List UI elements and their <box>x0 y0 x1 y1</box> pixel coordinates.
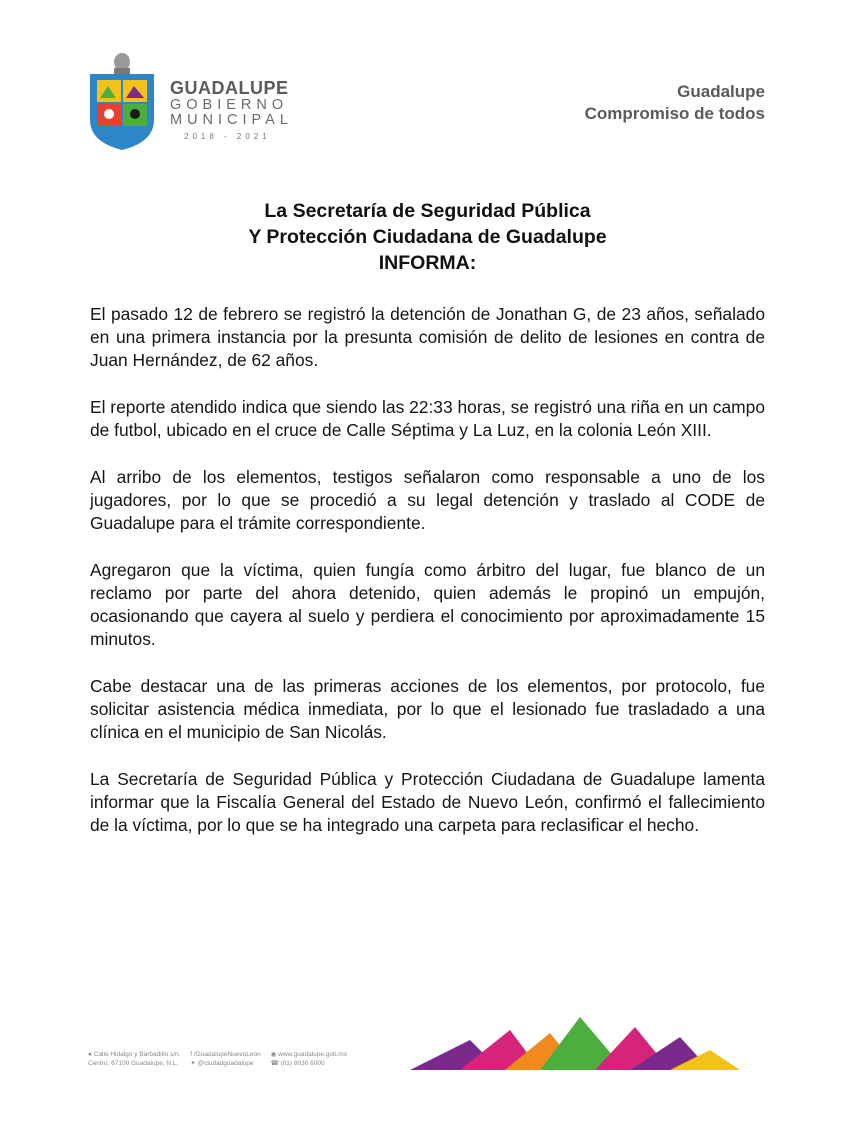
twitter-icon: ✦ <box>190 1060 196 1067</box>
municipal-logo <box>88 50 308 155</box>
brand-name: GUADALUPE <box>170 78 289 98</box>
address-line-1: Calle Hidalgo y Barbadillo s/n, <box>93 1051 181 1058</box>
document-body <box>90 303 765 861</box>
brand-line-municipal: MUNICIPAL <box>170 112 293 128</box>
slogan-line-1: Guadalupe <box>677 82 765 101</box>
slogan-line-2: Compromiso de todos <box>584 104 765 123</box>
footer-contact <box>88 1050 355 1068</box>
phone-icon: ☎ <box>270 1060 279 1067</box>
address-line-2: Centro, 67100 Guadalupe, N.L. <box>88 1060 179 1067</box>
document-heading <box>0 198 855 276</box>
location-pin-icon: ● <box>88 1051 92 1058</box>
mountains-graphic <box>410 1015 740 1075</box>
facebook-icon: f <box>190 1051 193 1058</box>
slogan <box>585 81 765 125</box>
heading-line-2: Y Protección Ciudadana de Guadalupe <box>248 226 607 248</box>
coat-of-arms-icon <box>88 50 156 152</box>
paragraph: La Secretaría de Seguridad Pública y Protección Ciudadana de Guadalupe lamenta informar que la Fiscalía General del Estado de Nuevo León, confirmó el fallecimiento de la víctima, por lo que se ha integrado una carpeta para reclasificar el hecho. <box>90 769 765 835</box>
paragraph: Agregaron que la víctima, quien fungía como árbitro del lugar, fue blanco de un reclamo por parte del ahora detenido, quien además le propinó un empujón, ocasionando que cayera al suelo y perdiera el conocimiento por aproximadamente 15 minutos. <box>90 560 765 649</box>
footer-social <box>190 1050 261 1068</box>
paragraph: Cabe destacar una de las primeras acciones de los elementos, por protocolo, fue solicitar asistencia médica inmediata, por lo que el lesionado fue trasladado a una clínica en el municipio de San Nicolás. <box>90 676 765 742</box>
brand-line-gobierno: GOBIERNO <box>170 97 289 113</box>
brand-years: 2018 - 2021 <box>184 132 271 141</box>
heading-line-1: La Secretaría de Seguridad Pública <box>264 200 591 222</box>
phone: (81) 8030 6000 <box>280 1060 325 1067</box>
globe-icon: ◉ <box>270 1051 277 1058</box>
paragraph: El reporte atendido indica que siendo las 22:33 horas, se registró una riña en un campo de futbol, ubicado en el cruce de Calle Séptima y La Luz, en la colonia León XIII. <box>90 397 765 440</box>
facebook-handle: /GuadalupeNuevoLeon <box>193 1051 261 1058</box>
paragraph: El pasado 12 de febrero se registró la detención de Jonathan G, de 23 años, señalado en una primera instancia por la presunta comisión de delito de lesiones en contra de Juan Hernández, de 62 años. <box>90 304 765 370</box>
paragraph: Al arribo de los elementos, testigos señalaron como responsable a uno de los jugadores, por lo que se procedió a su legal detención y traslado al CODE de Guadalupe para el trámite correspondiente. <box>90 467 765 533</box>
twitter-handle: @ciudadguadalupe <box>197 1060 254 1067</box>
website: www.guadalupe.gob.mx <box>278 1051 348 1058</box>
footer-address <box>88 1050 180 1068</box>
heading-line-3: INFORMA: <box>378 252 477 274</box>
footer-web <box>271 1050 348 1068</box>
